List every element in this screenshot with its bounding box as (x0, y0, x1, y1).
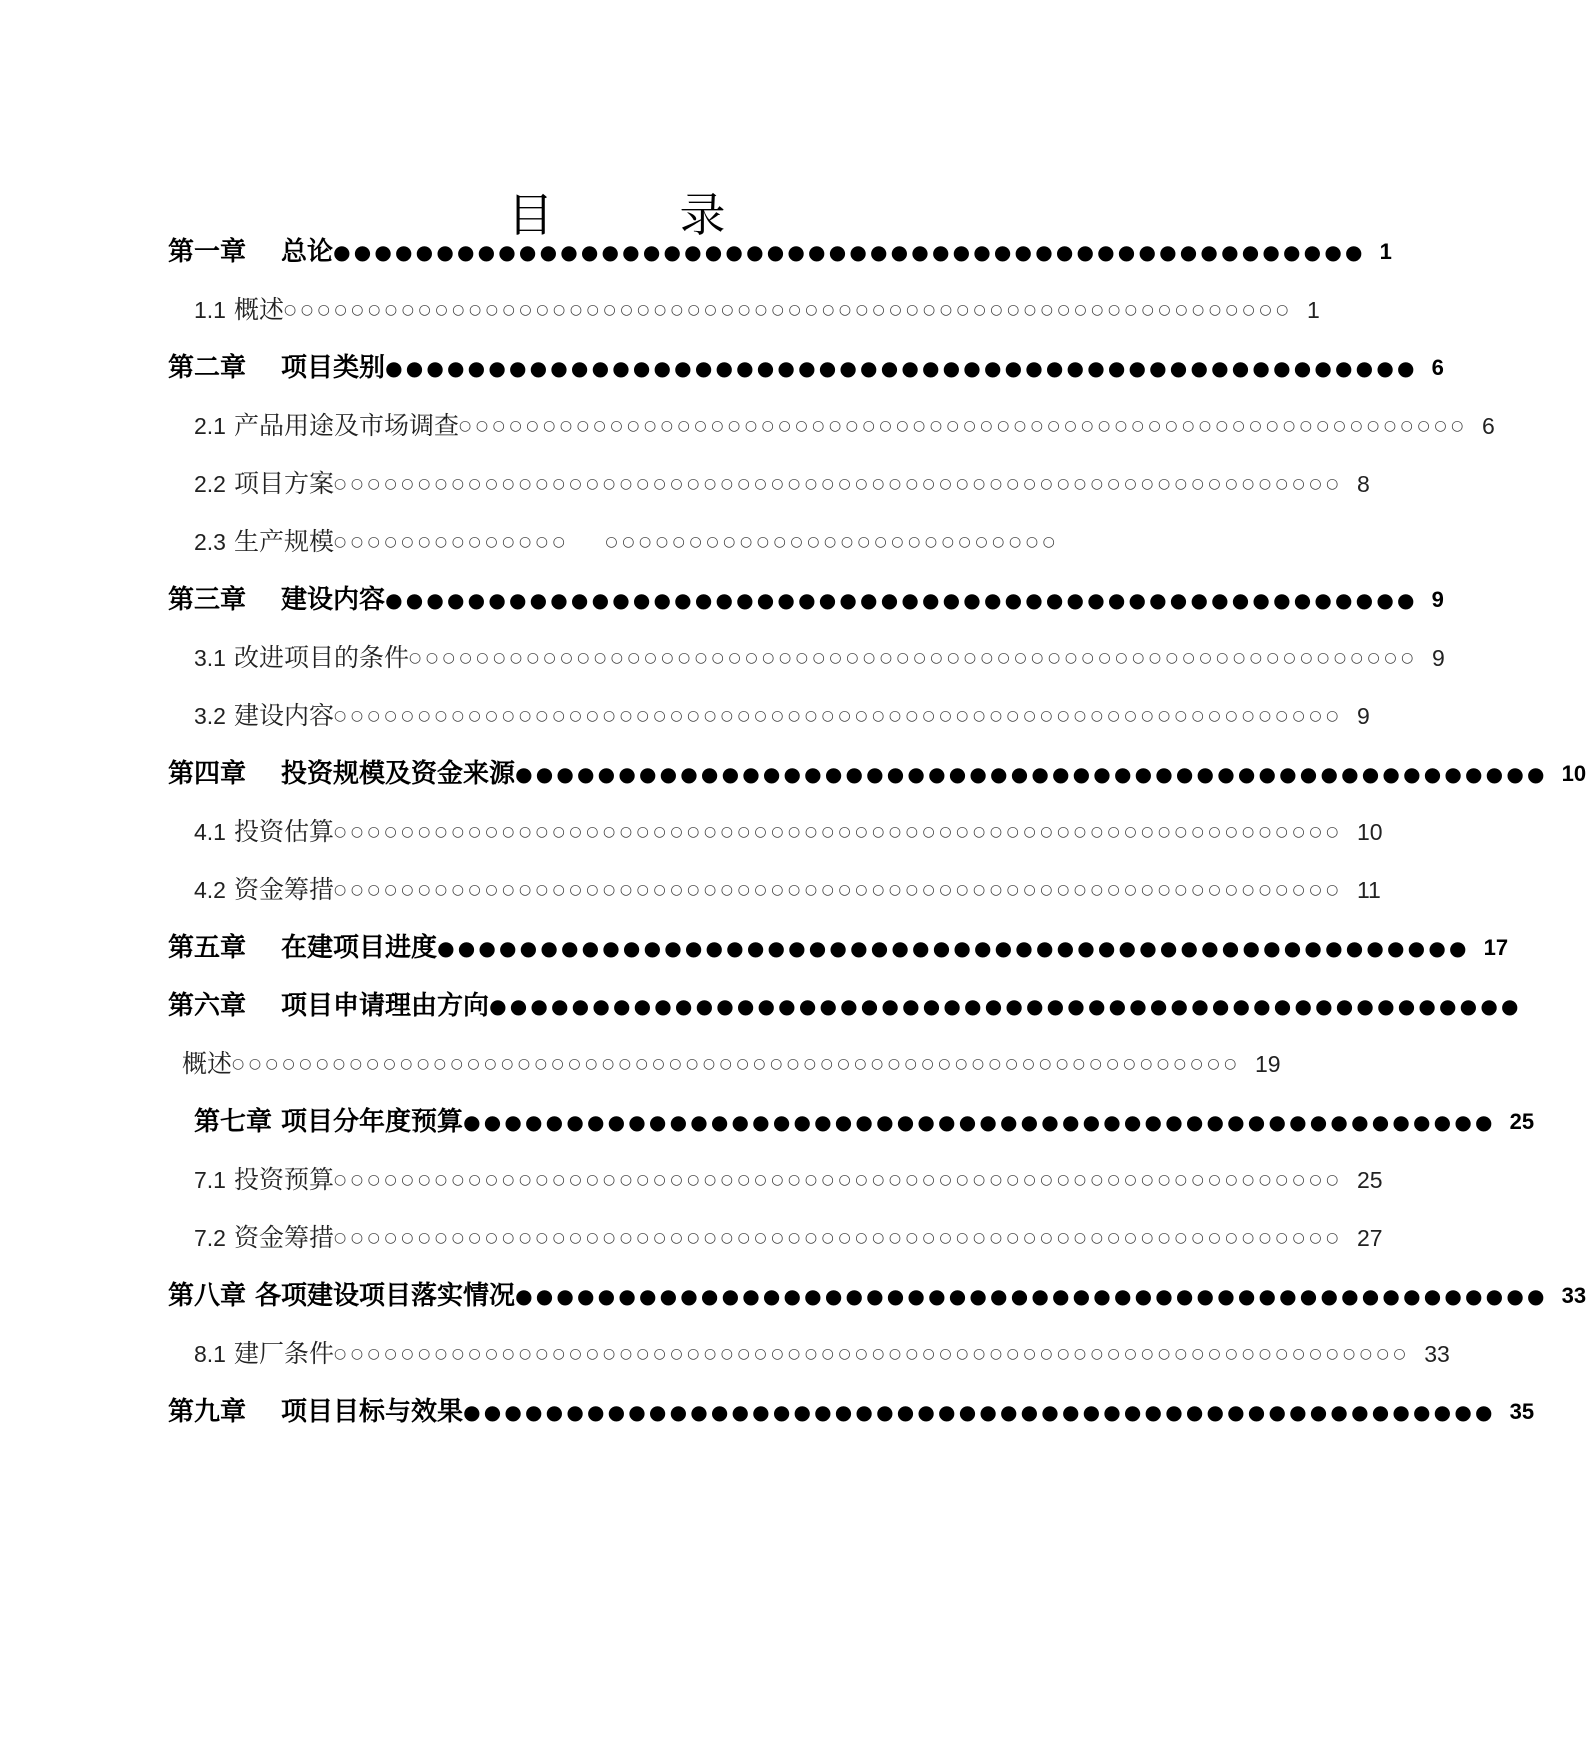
toc-entry-label: 第二章 项目类别 (168, 353, 386, 383)
toc-page-number: 25 (1356, 1167, 1383, 1193)
toc-page-number: 35 (1509, 1399, 1535, 1424)
toc-entry-label: 建厂条件 (233, 1339, 334, 1368)
toc-page-number: 6 (1481, 413, 1495, 439)
toc-entry-chapter-5[interactable] (168, 926, 1509, 970)
toc-page-number: 33 (1424, 1341, 1450, 1367)
toc-entry-section-2-3[interactable] (194, 520, 1060, 564)
dot-leader: ●●●●●●●●●●●●●●●●●●●●●●●●●●●●●●●●●●●●●●●●●●●●●●●●●● (385, 588, 1418, 612)
dot-leader: ○○○○○○○○○○○○○○○○○○○○○○○○○○○○○○○○○○○○○○○○○○○○○○○○○○○○○○○○○○○○ (409, 650, 1418, 666)
toc-entry-label: 项目方案 (233, 469, 334, 498)
toc-section-number: 4.2 (194, 877, 226, 903)
toc-entry-section-7-1[interactable] (194, 1158, 1383, 1202)
toc-entry-label: 生产规模 (233, 527, 334, 556)
dot-leader: ○○○○○○○○○○○○○○○○○○○○○○○○○○○○○○○○○○○○○○○○○○○○○○○○○○○○○○○○○○○○ (459, 418, 1468, 434)
toc-section-number: 4.1 (194, 819, 226, 845)
dot-leader: ●●●●●●●●●●●●●●●●●●●●●●●●●●●●●●●●●●●●●●●●●●●●●●●●●● (437, 936, 1470, 960)
toc-entry-chapter-4[interactable] (168, 752, 1586, 796)
toc-entry-section-7-2[interactable] (194, 1216, 1383, 1260)
toc-entry-label: 第三章 建设内容 (168, 585, 386, 615)
toc-entry-label: 第五章 在建项目进度 (168, 933, 438, 963)
toc-entry-chapter-9[interactable] (168, 1390, 1535, 1434)
dot-leader: ○○○○○○○○○○○○○○○○○○○○○○○○○○○○○○○○○○○○○○○○○○○○○○○○○○○○○○○○○○○○ (334, 824, 1343, 840)
toc-entry-label: 投资预算 (233, 1165, 334, 1194)
dot-leader: ●●●●●●●●●●●●●●●●●●●●●●●●●●●●●●●●●●●●●●●●●●●●●●●●●● (515, 1284, 1548, 1308)
toc-entry-label: 概述 (182, 1049, 233, 1078)
dot-leader: ●●●●●●●●●●●●●●●●●●●●●●●●●●●●●●●●●●●●●●●●●●●●●●●●●● (463, 1400, 1496, 1424)
dot-leader: ○○○○○○○○○○○○○○○○○○○○○○○○○○○○○○○○○○○○○○○○○○○○○○○○○○○○○○○○○○○○ (334, 1172, 1343, 1188)
toc-page-number: 19 (1254, 1051, 1281, 1077)
dot-leader: ○○○○○○○○○○○○○○○○○○○○○○○○○○○○○○○○○○○○○○○○○○○○○○○○○○○○○○○○○○○○○○○○ (334, 1346, 1411, 1362)
toc-page-number: 1 (1379, 239, 1392, 264)
page-title: 目 录 (507, 188, 766, 242)
toc-page-number: 25 (1509, 1109, 1535, 1134)
toc-page-number: 9 (1431, 587, 1444, 612)
toc-section-number: 3.2 (194, 703, 226, 729)
toc-entry-section-2-1[interactable] (194, 404, 1495, 448)
toc-section-number: 2.3 (194, 529, 226, 555)
toc-entry-chapter-7[interactable] (194, 1100, 1535, 1144)
toc-entry-section-3-2[interactable] (194, 694, 1370, 738)
toc-entry-label: 投资估算 (233, 817, 334, 846)
toc-entry-section-4-1[interactable] (194, 810, 1383, 854)
toc-page-number: 6 (1431, 355, 1444, 380)
toc-entry-section-3-1[interactable] (194, 636, 1445, 680)
toc-entry-label: 产品用途及市场调查 (233, 411, 459, 440)
toc-page-number: 33 (1561, 1283, 1586, 1308)
toc-entry-section-4-2[interactable] (194, 868, 1381, 912)
toc-entry-chapter-6[interactable] (168, 984, 1522, 1028)
dot-leader: ○○○○○○○○○○○○○○○○○○○○○○○○○○○○○○○○○○○○○○○○○○○○○○○○○○○○○○○○○○○○ (334, 882, 1343, 898)
toc-page-number: 27 (1356, 1225, 1383, 1251)
toc-section-number: 2.1 (194, 413, 226, 439)
dot-leader: ●●●●●●●●●●●●●●●●●●●●●●●●●●●●●●●●●●●●●●●●●●●●●●●●●● (489, 994, 1522, 1018)
toc-section-number: 8.1 (194, 1341, 226, 1367)
toc-section-number: 1.1 (194, 297, 226, 323)
toc-page-number: 9 (1356, 703, 1370, 729)
toc-entry-label: 资金筹措 (233, 875, 334, 904)
toc-entry-section-6-overview[interactable] (182, 1042, 1281, 1086)
toc-entry-section-8-1[interactable] (194, 1332, 1450, 1376)
toc-page-number: 1 (1306, 297, 1320, 323)
dot-leader: ●●●●●●●●●●●●●●●●●●●●●●●●●●●●●●●●●●●●●●●●●●●●●●●●●● (333, 240, 1366, 264)
toc-entry-chapter-3[interactable] (168, 578, 1444, 622)
toc-entry-chapter-8[interactable] (168, 1274, 1586, 1318)
toc-entry-section-1-1[interactable] (194, 288, 1320, 332)
toc-entry-label: 资金筹措 (233, 1223, 334, 1252)
toc-entry-label: 第八章 各项建设项目落实情况 (168, 1281, 516, 1311)
dot-leader: ●●●●●●●●●●●●●●●●●●●●●●●●●●●●●●●●●●●●●●●●●●●●●●●●●● (385, 356, 1418, 380)
dot-leader: ○○○○○○○○○○○○○○ ○○○○○○○○○○○○○○○○○○○○○○○○○○○ (334, 534, 1060, 550)
toc-entry-label: 改进项目的条件 (233, 643, 409, 672)
toc-entry-label: 建设内容 (233, 701, 334, 730)
toc-entry-label: 第七章 项目分年度预算 (194, 1107, 464, 1137)
toc-page-number: 11 (1356, 877, 1381, 903)
dot-leader: ●●●●●●●●●●●●●●●●●●●●●●●●●●●●●●●●●●●●●●●●●●●●●●●●●● (463, 1110, 1496, 1134)
toc-entry-label: 概述 (233, 295, 284, 324)
toc-section-number: 3.1 (194, 645, 226, 671)
dot-leader: ●●●●●●●●●●●●●●●●●●●●●●●●●●●●●●●●●●●●●●●●●●●●●●●●●● (515, 762, 1548, 786)
dot-leader: ○○○○○○○○○○○○○○○○○○○○○○○○○○○○○○○○○○○○○○○○○○○○○○○○○○○○○○○○○○○○ (334, 708, 1343, 724)
dot-leader: ○○○○○○○○○○○○○○○○○○○○○○○○○○○○○○○○○○○○○○○○○○○○○○○○○○○○○○○○○○○○ (232, 1056, 1241, 1072)
toc-entry-label: 第一章 总论 (168, 237, 334, 267)
dot-leader: ○○○○○○○○○○○○○○○○○○○○○○○○○○○○○○○○○○○○○○○○○○○○○○○○○○○○○○○○○○○○ (284, 302, 1293, 318)
toc-section-number: 7.2 (194, 1225, 226, 1251)
dot-leader: ○○○○○○○○○○○○○○○○○○○○○○○○○○○○○○○○○○○○○○○○○○○○○○○○○○○○○○○○○○○○ (334, 1230, 1343, 1246)
toc-section-number: 7.1 (194, 1167, 226, 1193)
toc-entry-chapter-2[interactable] (168, 346, 1444, 390)
toc-entry-label: 第九章 项目目标与效果 (168, 1397, 464, 1427)
toc-section-number: 2.2 (194, 471, 226, 497)
toc-page-number: 10 (1356, 819, 1383, 845)
toc-page-number: 17 (1483, 935, 1509, 960)
toc-page-number: 10 (1561, 761, 1586, 786)
toc-entry-label: 第六章 项目申请理由方向 (168, 991, 490, 1021)
toc-page-number: 9 (1431, 645, 1445, 671)
toc-entry-section-2-2[interactable] (194, 462, 1370, 506)
dot-leader: ○○○○○○○○○○○○○○○○○○○○○○○○○○○○○○○○○○○○○○○○○○○○○○○○○○○○○○○○○○○○ (334, 476, 1343, 492)
toc-entry-chapter-1[interactable] (168, 230, 1392, 274)
toc-entry-label: 第四章 投资规模及资金来源 (168, 759, 516, 789)
toc-page-number: 8 (1356, 471, 1370, 497)
